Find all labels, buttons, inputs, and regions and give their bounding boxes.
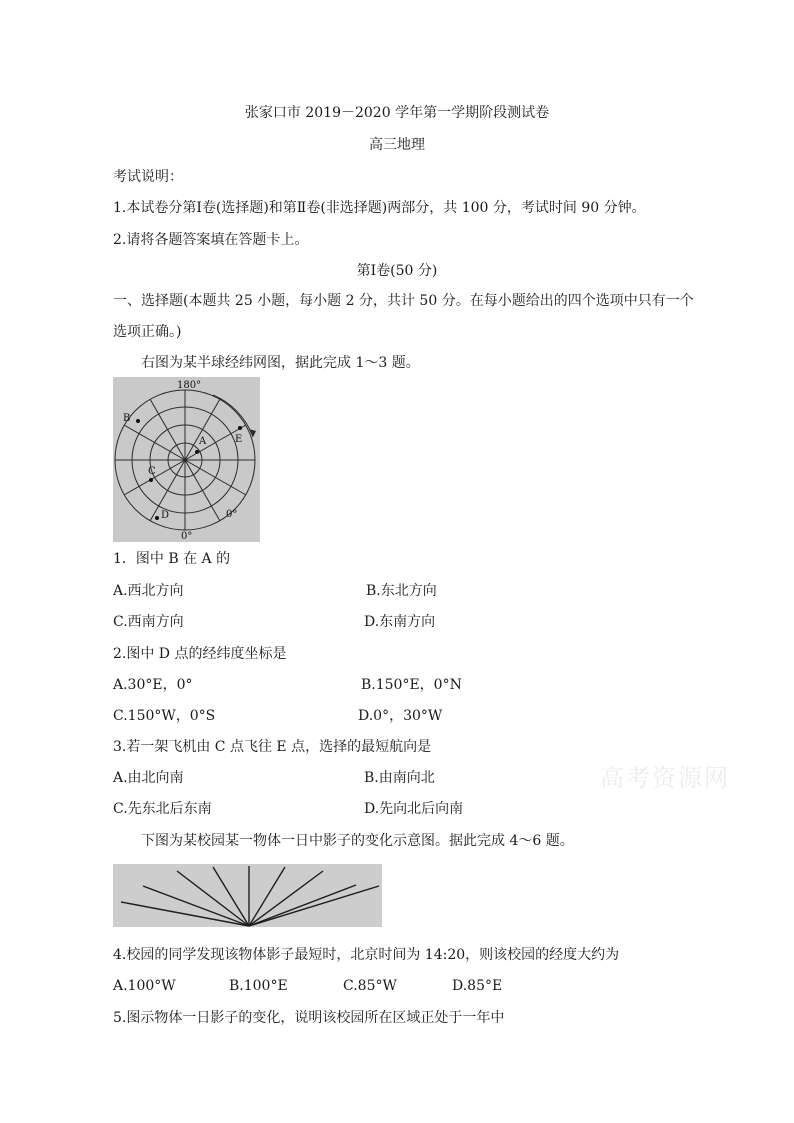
label-180: 180° bbox=[177, 380, 202, 391]
point-b-label: B bbox=[123, 413, 131, 424]
question-2-option-b: B.150°E，0°N bbox=[361, 677, 462, 693]
question-4-option-b: B.100°E bbox=[229, 978, 288, 994]
section-intro: 一、选择题(本题共 25 小题，每小题 2 分，共计 50 分。在每小题给出的四个选项中只有一个 bbox=[113, 293, 694, 309]
question-1-option-c: C.西南方向 bbox=[113, 614, 184, 630]
question-1-option-a: A.西北方向 bbox=[113, 583, 184, 599]
point-a-label: A bbox=[199, 436, 207, 447]
group2-lead: 下图为某校园某一物体一日中影子的变化示意图。据此完成 4～6 题。 bbox=[141, 833, 574, 849]
question-3-option-d: D.先向北后向南 bbox=[364, 801, 464, 817]
question-5-stem: 5.图示物体一日影子的变化，说明该校园所在区域正处于一年中 bbox=[113, 1010, 505, 1026]
question-1-option-b: B.东北方向 bbox=[366, 583, 437, 599]
question-4-stem: 4.校园的同学发现该物体影子最短时，北京时间为 14:20，则该校园的经度大约为 bbox=[113, 947, 620, 963]
question-4-option-a: A.100°W bbox=[113, 978, 176, 994]
shadow-change-figure bbox=[113, 864, 382, 927]
hemisphere-graticule-figure bbox=[113, 377, 260, 542]
exam-subject: 高三地理 bbox=[369, 137, 425, 153]
instructions-heading: 考试说明： bbox=[113, 169, 183, 185]
section-title: 第Ⅰ卷(50 分) bbox=[356, 263, 438, 279]
point-e-label: E bbox=[235, 434, 243, 445]
label-0-bottom: 0° bbox=[181, 531, 193, 542]
watermark-text: 高考资源网 bbox=[600, 764, 730, 792]
point-d-label: D bbox=[161, 510, 170, 521]
question-1-option-d: D.东南方向 bbox=[364, 614, 436, 630]
question-3-stem: 3.若一架飞机由 C 点飞往 E 点，选择的最短航向是 bbox=[113, 739, 432, 755]
question-2-option-c: C.150°W，0°S bbox=[113, 708, 216, 724]
question-1-stem: 1．图中 B 在 A 的 bbox=[113, 551, 231, 567]
question-2-option-d: D.0°，30°W bbox=[358, 708, 443, 724]
question-3-option-a: A.由北向南 bbox=[113, 770, 184, 786]
instruction-item: 1.本试卷分第Ⅰ卷(选择题)和第Ⅱ卷(非选择题)两部分，共 100 分，考试时间 90 分钟。 bbox=[113, 200, 646, 216]
question-2-stem: 2.图中 D 点的经纬度坐标是 bbox=[113, 646, 287, 662]
exam-title: 张家口市 2019－2020 学年第一学期阶段测试卷 bbox=[244, 105, 550, 121]
question-3-option-c: C.先东北后东南 bbox=[113, 801, 212, 817]
question-3-option-b: B.由南向北 bbox=[364, 770, 435, 786]
point-c-label: C bbox=[148, 466, 156, 477]
question-4-option-c: C.85°W bbox=[343, 978, 397, 994]
section-intro-cont: 选项正确。) bbox=[113, 324, 182, 340]
group1-lead: 右图为某半球经纬网图，据此完成 1～3 题。 bbox=[141, 355, 420, 371]
instruction-item: 2.请将各题答案填在答题卡上。 bbox=[113, 232, 309, 248]
label-0-right: 0° bbox=[226, 509, 238, 520]
question-2-option-a: A.30°E，0° bbox=[113, 677, 193, 693]
question-4-option-d: D.85°E bbox=[452, 978, 503, 994]
